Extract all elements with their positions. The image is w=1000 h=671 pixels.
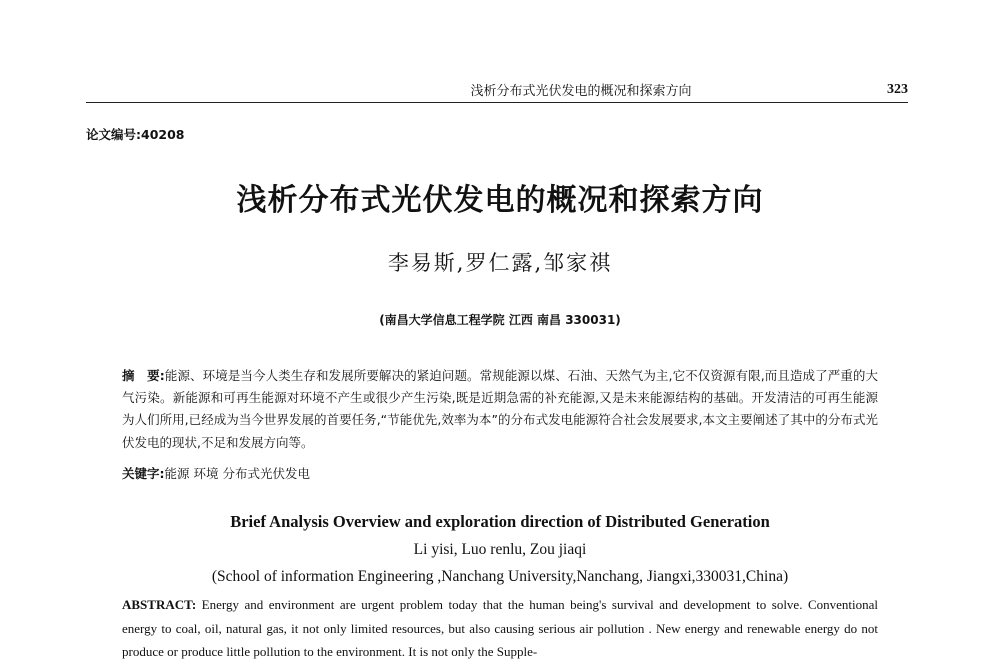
abstract-en-label: ABSTRACT: [122, 597, 197, 612]
affiliation-en: (School of information Engineering ,Nanchang University,Nanchang, Jiangxi,330031,China) [211, 568, 789, 585]
keywords-cn-text: 能源 环境 分布式光伏发电 [164, 466, 310, 481]
authors-cn: 李易斯,罗仁露,邹家祺 [387, 251, 613, 275]
keywords-cn [122, 464, 878, 482]
paper-title-cn: 浅析分布式光伏发电的概况和探索方向 [236, 183, 764, 218]
running-header [86, 80, 908, 103]
page-number: 323 [887, 82, 908, 97]
abstract-cn-label: 摘 要: [122, 368, 165, 383]
abstract-cn-text: 能源、环境是当今人类生存和发展所要解决的紧迫问题。常规能源以煤、石油、天然气为主,它不仅资源有限,而且造成了严重的大气污染。新能源和可再生能源对环境不产生或很少产生污染,既是近期急需的补充能源,又是未来能源结构的基础。开发清洁的可再生能源为人们所用,已经成为当今世界发展的首要任务,“节能优先,效率为本”的分布式发电能源符合社会发展要求,本文主要阐述了其中的分布式光伏发电的现状,不足和发展方向等。 [122, 368, 879, 450]
authors-en: Li yisi, Luo renlu, Zou jiaqi [413, 541, 587, 558]
running-title: 浅析分布式光伏发电的概况和探索方向 [470, 84, 692, 99]
paper-title-en: Brief Analysis Overview and exploration direction of Distributed Generation [230, 512, 770, 531]
paper-code: 论文编号:40208 [86, 127, 185, 142]
abstract-cn [122, 365, 878, 454]
abstract-en-text: Energy and environment are urgent problem today that the human being's survival and development to solve. Conventional energy to coal, oil, natural gas, it not only limited resources, but also causing serious air pollution . New energy and renewable energy do not produce or produce little pollution to the environment. It is not only the Supple- [122, 597, 878, 659]
abstract-en [122, 593, 878, 664]
affiliation-cn: (南昌大学信息工程学院 江西 南昌 330031) [379, 313, 621, 327]
keywords-cn-label: 关键字: [122, 466, 165, 481]
